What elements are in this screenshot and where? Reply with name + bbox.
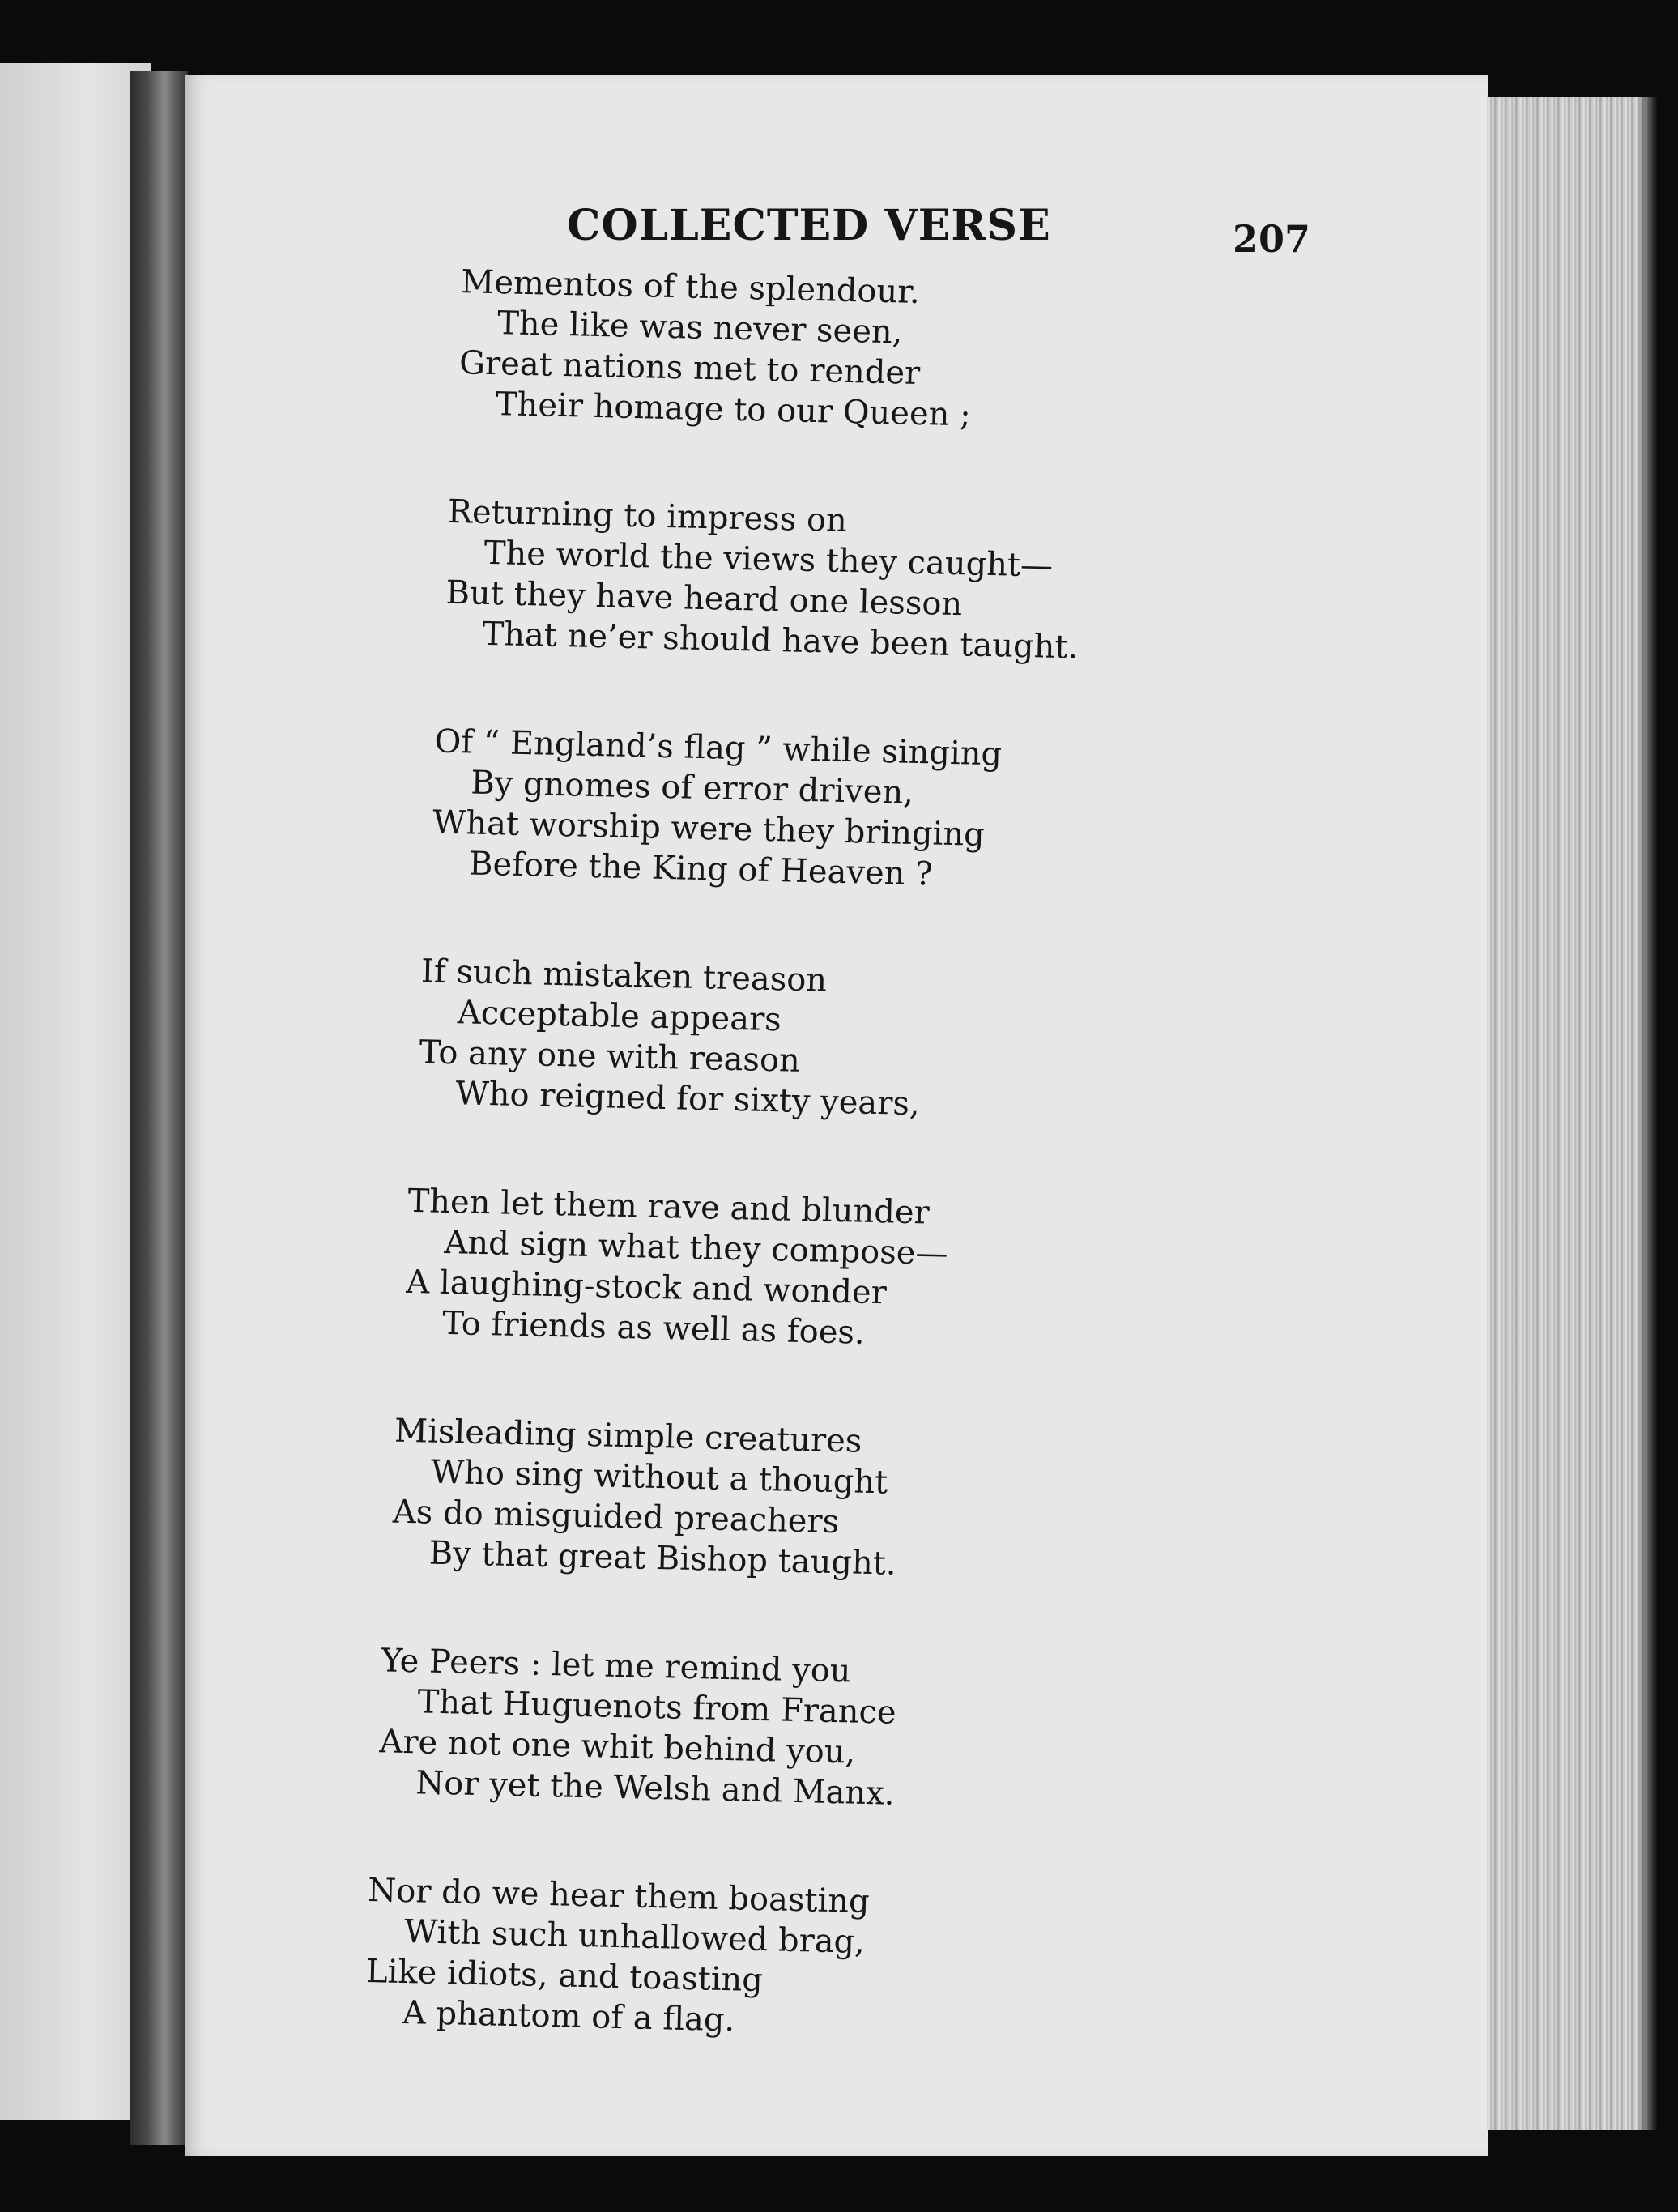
verse-line: If such mistaken treason xyxy=(420,953,828,999)
verse-line: With such unhallowed brag, xyxy=(403,1913,866,1961)
verse-line: What worship were they bringing xyxy=(432,803,986,854)
verse-line: Like idiots, and toasting xyxy=(365,1953,764,2000)
verse-line: Who reigned for sixty years, xyxy=(455,1075,921,1123)
verse-line: Are not one whit behind you, xyxy=(378,1723,856,1771)
verse-line: To friends as well as foes. xyxy=(441,1304,866,1352)
stanza xyxy=(418,951,1247,1132)
verse-line: Nor do we hear them boasting xyxy=(367,1872,871,1921)
verse-line: To any one with reason xyxy=(419,1034,801,1080)
verse-line: By gnomes of error driven, xyxy=(470,764,914,812)
previous-page-edge xyxy=(0,63,151,2120)
verse-line: Who sing without a thought xyxy=(430,1453,888,1502)
verse-line: But they have heard one lesson xyxy=(445,573,963,624)
verse-line: Before the King of Heaven ? xyxy=(468,845,934,893)
stanza xyxy=(458,262,1263,441)
poem-body xyxy=(365,261,1263,2120)
verse-line: Returning to impress on xyxy=(447,492,848,540)
verse-line: Great nations met to render xyxy=(458,344,921,393)
stanza xyxy=(364,1870,1226,2052)
stanza xyxy=(378,1640,1232,1822)
verse-line: That ne’er should have been taught. xyxy=(482,615,1079,667)
stanza xyxy=(432,722,1253,902)
stanza xyxy=(405,1181,1242,1362)
verse-line: By that great Bishop taught. xyxy=(428,1534,897,1583)
verse-line: Misleading simple creatures xyxy=(394,1412,862,1460)
verse-line: Ye Peers : let me remind you xyxy=(381,1642,852,1690)
verse-line: Of “ England’s flag ” while singing xyxy=(434,722,1003,774)
verse-line: Acceptable appears xyxy=(457,994,782,1039)
verse-line: A phantom of a flag. xyxy=(402,1994,735,2039)
binding-gutter xyxy=(130,71,188,2145)
stanza xyxy=(445,492,1258,672)
stanza xyxy=(391,1411,1237,1592)
page-number: 207 xyxy=(1233,217,1311,261)
verse-line: And sign what they compose— xyxy=(443,1223,949,1273)
verse-line: Then let them rave and blunder xyxy=(407,1182,931,1232)
page-edges-stack xyxy=(1487,97,1657,2130)
verse-line: A laughing-stock and wonder xyxy=(405,1263,888,1312)
verse-line: The world the views they caught— xyxy=(483,534,1054,585)
verse-line: That Huguenots from France xyxy=(417,1683,897,1732)
verse-line: The like was never seen, xyxy=(496,305,903,352)
verse-line: Their homage to our Queen ; xyxy=(495,386,972,434)
verse-line: As do misguided preachers xyxy=(392,1493,840,1541)
verse-line: Mementos of the splendour. xyxy=(460,263,921,311)
running-title: COLLECTED VERSE xyxy=(567,201,1051,250)
verse-line: Nor yet the Welsh and Manx. xyxy=(415,1764,896,1813)
